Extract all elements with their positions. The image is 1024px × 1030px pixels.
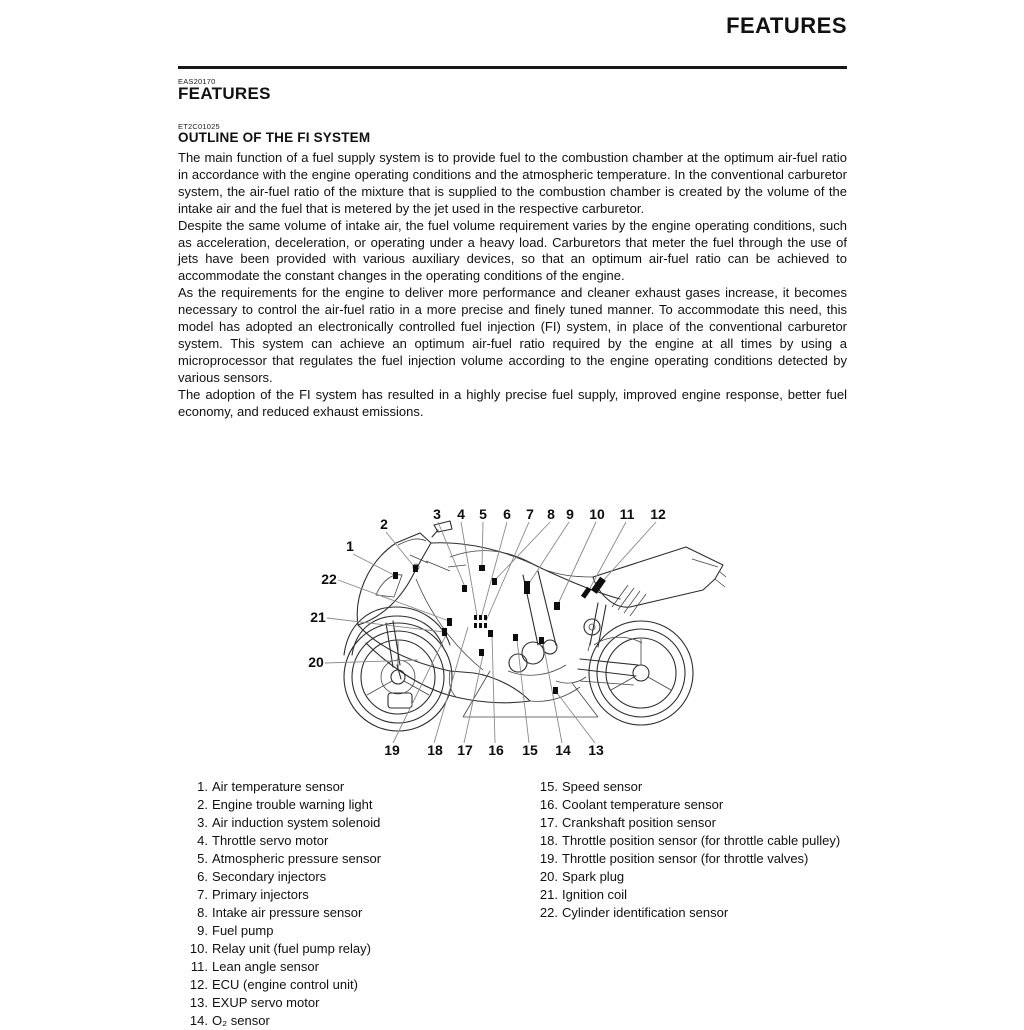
legend-item-label: Intake air pressure sensor xyxy=(212,905,363,920)
legend-item xyxy=(188,886,533,904)
legend-item xyxy=(538,886,868,904)
legend-item-label: Fuel pump xyxy=(212,923,274,938)
legend-item-number: 8. xyxy=(197,905,208,920)
legend-item-number: 15. xyxy=(539,779,558,794)
callout-number: 14 xyxy=(555,742,571,758)
callout-number: 8 xyxy=(547,506,555,522)
legend-item xyxy=(188,850,533,868)
legend-item xyxy=(538,796,868,814)
legend-item-label: Ignition coil xyxy=(562,887,628,902)
legend-item-number: 12. xyxy=(189,977,208,992)
legend-item xyxy=(188,958,533,976)
legend-item-label: Spark plug xyxy=(562,869,625,884)
callout-number: 4 xyxy=(457,506,465,522)
legend-item xyxy=(188,940,533,958)
subsection-code: ET2C01025 xyxy=(178,122,220,131)
legend-item-label: EXUP servo motor xyxy=(212,995,320,1010)
legend-item-number: 13. xyxy=(189,995,208,1010)
legend-item-label: O₂ sensor xyxy=(212,1013,270,1028)
legend-item-number: 22. xyxy=(539,905,558,920)
legend-item xyxy=(188,904,533,922)
legend-item xyxy=(188,1012,533,1030)
callout-number: 9 xyxy=(566,506,574,522)
legend-item-label: Relay unit (fuel pump relay) xyxy=(212,941,371,956)
legend-item-number: 5. xyxy=(197,851,208,866)
legend-item-label: Primary injectors xyxy=(212,887,309,902)
legend-item xyxy=(188,868,533,886)
legend-item-label: ECU (engine control unit) xyxy=(212,977,358,992)
legend-item-label: Secondary injectors xyxy=(212,869,327,884)
motorcycle-line-art xyxy=(344,521,726,731)
legend-item xyxy=(188,922,533,940)
callout-number: 3 xyxy=(433,506,441,522)
legend-item-label: Air temperature sensor xyxy=(212,779,345,794)
legend-item xyxy=(538,814,868,832)
callout-number: 19 xyxy=(384,742,400,758)
callout-number: 1 xyxy=(346,538,354,554)
legend-item-label: Lean angle sensor xyxy=(212,959,319,974)
paragraph-4: The adoption of the FI system has resulted in a highly precise fuel supply, improved engine response, better fuel economy, and reduced exhaust emissions. xyxy=(178,386,847,419)
legend-item-number: 16. xyxy=(539,797,558,812)
header-rule xyxy=(178,66,847,69)
legend-item xyxy=(188,976,533,994)
legend-item-number: 10. xyxy=(189,941,208,956)
callout-number: 18 xyxy=(427,742,443,758)
legend-item-number: 20. xyxy=(539,869,558,884)
legend-item xyxy=(538,850,868,868)
legend-item-number: 9. xyxy=(197,923,208,938)
legend-item-number: 21. xyxy=(539,887,558,902)
callout-number: 16 xyxy=(488,742,504,758)
section-title: FEATURES xyxy=(178,84,271,103)
callout-number: 2 xyxy=(380,516,388,532)
callout-number: 21 xyxy=(310,609,326,625)
legend-item-number: 7. xyxy=(197,887,208,902)
callout-number: 17 xyxy=(457,742,473,758)
legend-item xyxy=(188,796,533,814)
callout-number: 10 xyxy=(589,506,605,522)
legend-item xyxy=(538,868,868,886)
fi-system-diagram xyxy=(298,495,726,773)
legend-item-label: Atmospheric pressure sensor xyxy=(212,851,382,866)
callout-number: 15 xyxy=(522,742,538,758)
legend-item xyxy=(188,994,533,1012)
legend-item-label: Coolant temperature sensor xyxy=(562,797,724,812)
legend-item-number: 17. xyxy=(539,815,558,830)
legend-item xyxy=(188,832,533,850)
section-code: EAS20170 xyxy=(178,77,216,86)
paragraph-1: The main function of a fuel supply system is to provide fuel to the combustion chamber at the optimum air-fuel ratio in accordance with the engine operating conditions and the atmospheric temperature. In the conventional carburetor system, the air-fuel ratio of the mixture that is supplied to the combustion chamber is created by the volume of the intake air and the fuel that is metered by the jet used in the respective carburetor. xyxy=(178,150,847,216)
legend-item-number: 19. xyxy=(539,851,558,866)
callout-number: 7 xyxy=(526,506,534,522)
callout-number: 13 xyxy=(588,742,604,758)
legend-item-number: 4. xyxy=(197,833,208,848)
legend-item xyxy=(188,778,533,796)
legend-item-label: Crankshaft position sensor xyxy=(562,815,716,830)
subsection-title: OUTLINE OF THE FI SYSTEM xyxy=(178,130,371,145)
callout-number: 20 xyxy=(308,654,324,670)
legend-item-label: Cylinder identification sensor xyxy=(562,905,729,920)
legend-item xyxy=(188,814,533,832)
legend-item-number: 11. xyxy=(190,959,208,974)
legend-item-number: 6. xyxy=(197,869,208,884)
paragraph-3: As the requirements for the engine to deliver more performance and cleaner exhaust gases increase, it becomes necessary to control the air-fuel ratio in a more precise and finely tuned manner. To accommodate this need, this model has adopted an electronically controlled fuel injection (FI) system, in place of the conventional carburetor system. This system can achieve an optimum air-fuel ratio required by the engine at all times by using a microprocessor that regulates the fuel injection volume according to the engine operating conditions detected by various sensors. xyxy=(178,285,847,385)
legend-item-number: 1. xyxy=(197,779,208,794)
legend-item xyxy=(538,904,868,922)
callout-number: 6 xyxy=(503,506,511,522)
paragraph-2: Despite the same volume of intake air, the fuel volume requirement varies by the engine operating conditions, such as acceleration, deceleration, or operating under a heavy load. Carburetors that meter the fuel through the use of jets have been provided with various auxiliary devices, so that an optimum air-fuel ratio can be achieved to accommodate the constant changes in the operating conditions of the engine. xyxy=(178,217,847,284)
legend-item-number: 18. xyxy=(539,833,558,848)
page-running-header: FEATURES xyxy=(726,13,847,38)
callout-number: 5 xyxy=(479,506,487,522)
legend-item-number: 3. xyxy=(197,815,208,830)
legend-item-number: 14. xyxy=(189,1013,208,1028)
legend-item-label: Throttle servo motor xyxy=(212,833,329,848)
legend-column-left xyxy=(188,778,533,1030)
legend-item-label: Throttle position sensor (for throttle cable pulley) xyxy=(562,833,841,848)
legend-item-number: 2. xyxy=(197,797,208,812)
legend-column-right xyxy=(538,778,868,922)
callout-number: 11 xyxy=(619,506,635,522)
legend-item xyxy=(538,778,868,796)
callout-number: 22 xyxy=(321,571,337,587)
body-text xyxy=(178,150,847,421)
legend-item xyxy=(538,832,868,850)
legend-item-label: Engine trouble warning light xyxy=(212,797,373,812)
legend-item-label: Speed sensor xyxy=(562,779,643,794)
legend-item-label: Throttle position sensor (for throttle valves) xyxy=(562,851,809,866)
legend-item-label: Air induction system solenoid xyxy=(212,815,381,830)
callout-number: 12 xyxy=(650,506,666,522)
